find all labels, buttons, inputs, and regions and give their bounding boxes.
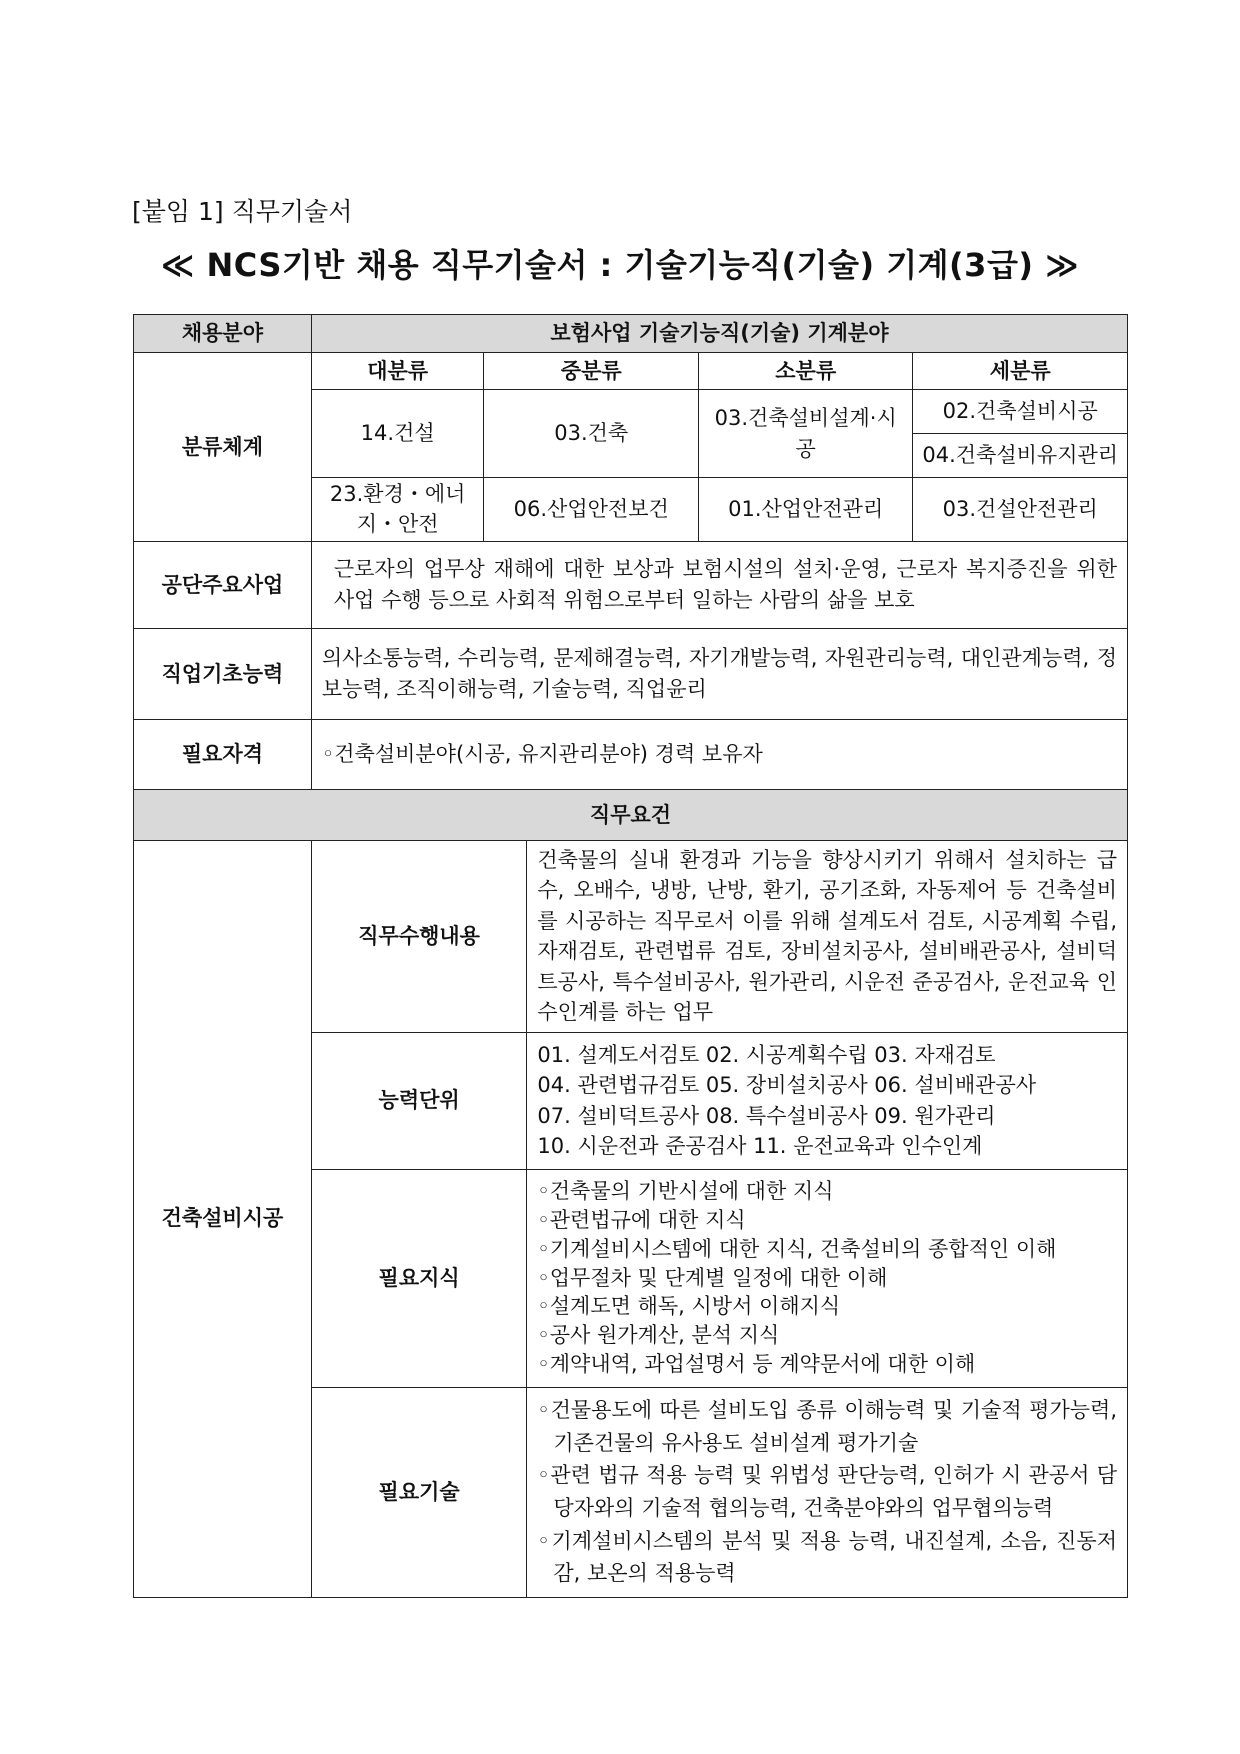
class-detail-2: 03.건설안전관리: [913, 478, 1128, 542]
knowledge-item: ◦공사 원가계산, 분석 지식: [537, 1323, 780, 1348]
knowledge-item: ◦기계설비시스템에 대한 지식, 건축설비의 종합적인 이해: [537, 1236, 1057, 1261]
qualification-label: 필요자격: [134, 719, 312, 789]
knowledge-item: ◦업무절차 및 단계별 일정에 대한 이해: [537, 1265, 888, 1290]
knowledge-item: ◦건축물의 기반시설에 대한 지식: [537, 1178, 834, 1203]
skills-item: ◦관련 법규 적용 능력 및 위법성 판단능력, 인허가 시 관공서 담당자와의 기술적 협의능력, 건축분야와의 업무협의능력: [537, 1463, 1117, 1520]
units-line: 07. 설비덕트공사 08. 특수설비공사 09. 원가관리: [537, 1103, 996, 1128]
skills-item: ◦기계설비시스템의 분석 및 적용 능력, 내진설계, 소음, 진동저감, 보온의 적용능력: [537, 1528, 1117, 1586]
skills-label: 필요기술: [311, 1387, 527, 1597]
knowledge-list: [527, 1169, 1128, 1387]
class-middle-1: 03.건축: [484, 390, 698, 478]
qualification-text: ◦건축설비분야(시공, 유지관리분야) 경력 보유자: [311, 719, 1127, 789]
units-list: [527, 1032, 1128, 1169]
basic-ability-label: 직업기초능력: [134, 628, 312, 719]
class-major-2: 23.환경・에너지・안전: [311, 478, 484, 542]
header-major: 대분류: [311, 353, 484, 390]
knowledge-item: ◦관련법규에 대한 지식: [537, 1207, 746, 1232]
class-minor-2: 01.산업안전관리: [698, 478, 912, 542]
corp-business-label: 공단주요사업: [134, 541, 312, 628]
knowledge-item: ◦설계도면 해독, 시방서 이해지식: [537, 1294, 841, 1319]
class-middle-2: 06.산업안전보건: [484, 478, 698, 542]
units-line: 01. 설계도서검토 02. 시공계획수립 03. 자재검토: [537, 1042, 996, 1067]
attachment-label: [붙임 1] 직무기술서: [132, 197, 353, 226]
knowledge-label: 필요지식: [311, 1169, 527, 1387]
units-line: 10. 시운전과 준공검사 11. 운전교육과 인수인계: [537, 1133, 983, 1158]
skills-list: [527, 1387, 1128, 1597]
requirements-header: 직무요건: [134, 789, 1128, 840]
page-title: ≪ NCS기반 채용 직무기술서 : 기술기능직(기술) 기계(3급) ≫: [160, 246, 1080, 284]
units-line: 04. 관련법규검토 05. 장비설치공사 06. 설비배관공사: [537, 1073, 1037, 1098]
duty-text: 건축물의 실내 환경과 기능을 향상시키기 위해서 설치하는 급수, 오배수, 냉방, 난방, 환기, 공기조화, 자동제어 등 건축설비를 시공하는 직무로서 이를 위해 설계도서 검토, 시공계획 수립, 자재검토, 관련법류 검토, 장비설치공사, 설비배관공사, 설비덕트공사, 특수설비공사, 원가관리, 시운전 준공검사, 운전교육 인수인계를 하는 업무: [527, 840, 1128, 1032]
class-minor-1: 03.건축설비설계·시공: [698, 390, 912, 478]
duty-label: 직무수행내용: [311, 840, 527, 1032]
class-major-1: 14.건설: [311, 390, 484, 478]
class-detail-1a: 02.건축설비시공: [913, 390, 1128, 434]
job-name: 건축설비시공: [134, 840, 312, 1597]
units-label: 능력단위: [311, 1032, 527, 1169]
knowledge-item: ◦계약내역, 과업설명서 등 계약문서에 대한 이해: [537, 1352, 976, 1377]
header-minor: 소분류: [698, 353, 912, 390]
corp-business-text: 근로자의 업무상 재해에 대한 보상과 보험시설의 설치·운영, 근로자 복지증진을 위한 사업 수행 등으로 사회적 위험으로부터 일하는 사람의 삶을 보호: [311, 541, 1127, 628]
header-middle: 중분류: [484, 353, 698, 390]
classification-label: 분류체계: [134, 353, 312, 542]
field-value: 보험사업 기술기능직(기술) 기계분야: [311, 315, 1127, 353]
skills-item: ◦건물용도에 따른 설비도입 종류 이해능력 및 기술적 평가능력, 기존건물의 유사용도 설비설계 평가기술: [537, 1398, 1117, 1455]
basic-ability-text: 의사소통능력, 수리능력, 문제해결능력, 자기개발능력, 자원관리능력, 대인관계능력, 정보능력, 조직이해능력, 기술능력, 직업윤리: [311, 628, 1127, 719]
class-detail-1b: 04.건축설비유지관리: [913, 434, 1128, 478]
header-detail: 세분류: [913, 353, 1128, 390]
field-label: 채용분야: [134, 315, 312, 353]
job-description-table: [133, 314, 1128, 1598]
